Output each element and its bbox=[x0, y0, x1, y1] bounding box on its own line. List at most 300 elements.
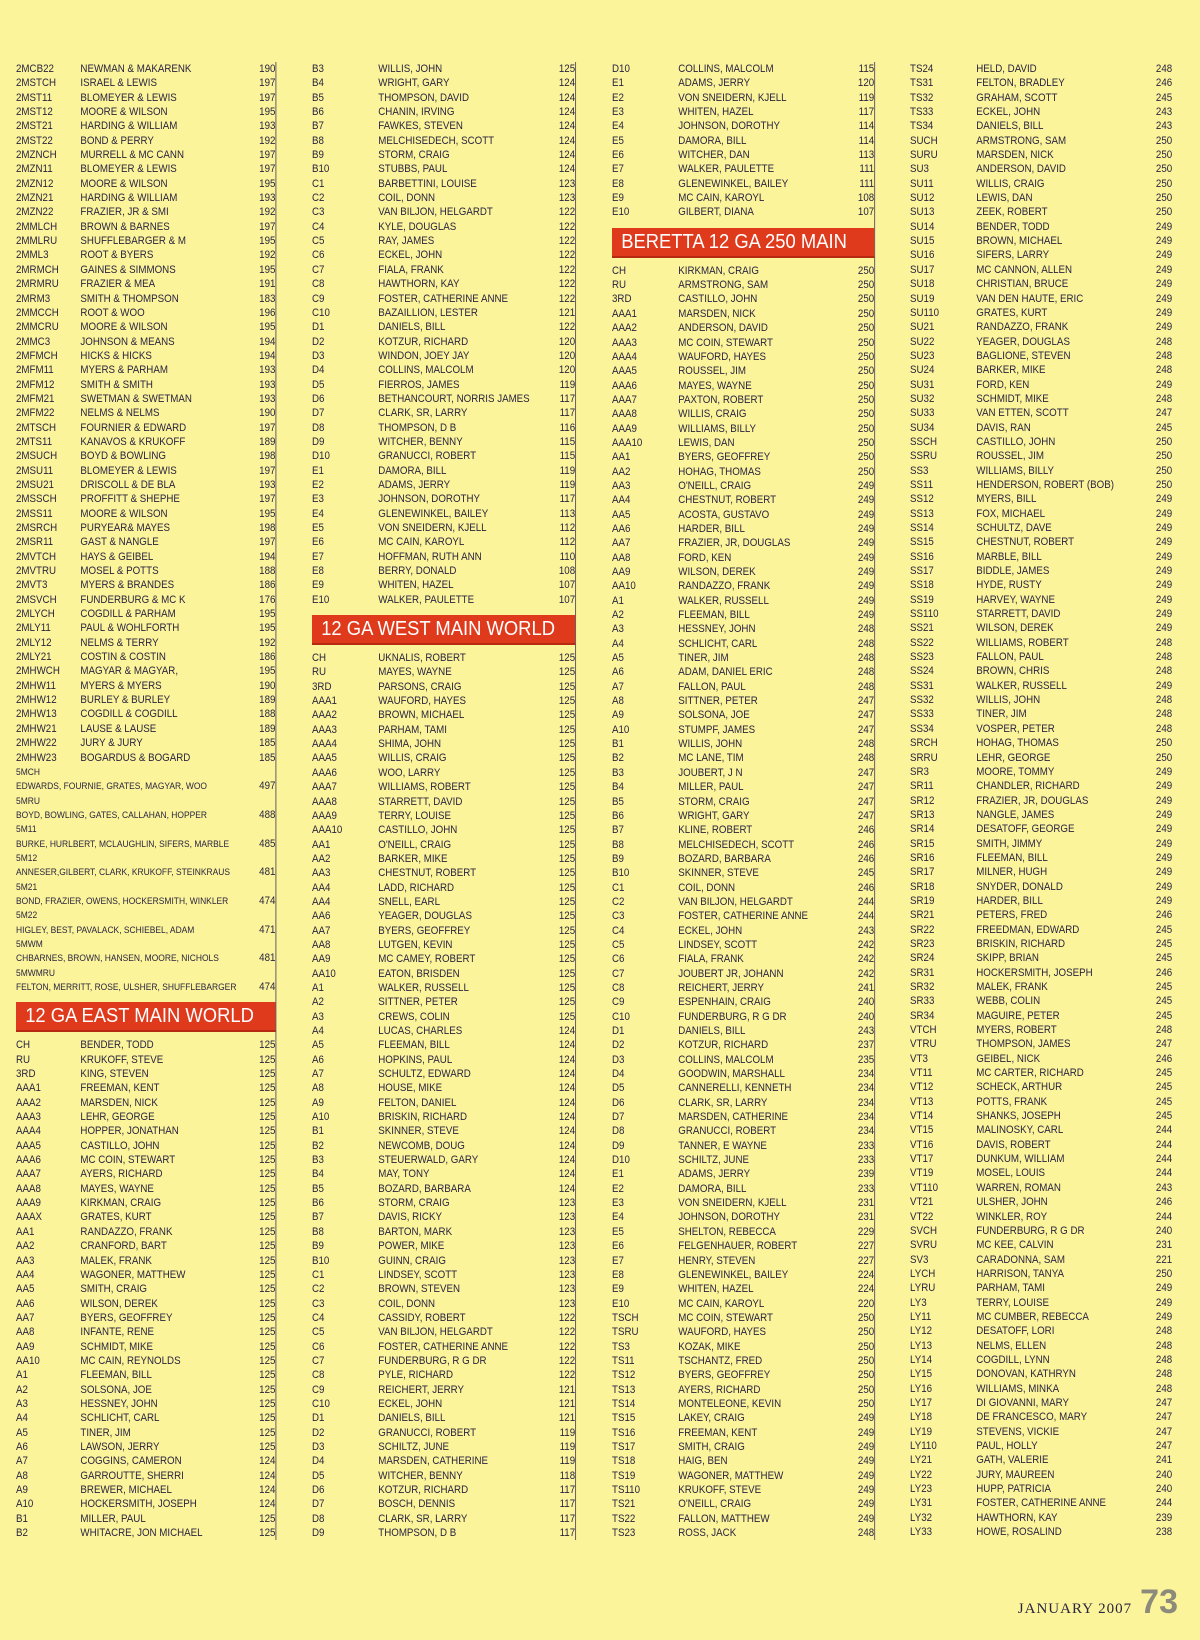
score: 122 bbox=[558, 220, 576, 233]
score: 249 bbox=[857, 594, 875, 607]
class-code: D10 bbox=[612, 63, 630, 75]
score: 249 bbox=[1155, 550, 1173, 563]
shooter-name: DAMORA, BILL bbox=[678, 1182, 747, 1195]
class-code: AA7 bbox=[612, 537, 631, 550]
class-code: 2MHW12 bbox=[16, 694, 57, 707]
result-row bbox=[312, 378, 575, 392]
result-row bbox=[612, 1340, 874, 1354]
result-row bbox=[312, 1325, 575, 1339]
shooter-name: EATON, BRISDEN bbox=[378, 967, 460, 980]
score: 250 bbox=[857, 293, 875, 306]
result-row bbox=[910, 1195, 1172, 1209]
class-code: SS34 bbox=[910, 722, 934, 735]
result-row bbox=[612, 1411, 874, 1425]
score: 195 bbox=[259, 321, 276, 334]
score: 125 bbox=[259, 1068, 276, 1081]
class-code: SR23 bbox=[910, 937, 935, 950]
score: 122 bbox=[558, 1369, 576, 1382]
class-code: A6 bbox=[16, 1440, 28, 1453]
score: 248 bbox=[857, 680, 875, 693]
score: 117 bbox=[559, 1498, 576, 1511]
result-row bbox=[612, 608, 874, 622]
shooter-name: BRISKIN, RICHARD bbox=[976, 937, 1066, 950]
shooter-name: CASTILLO, JOHN bbox=[976, 435, 1056, 448]
result-row bbox=[910, 908, 1172, 922]
shooter-name: KRUKOFF, STEVE bbox=[678, 1484, 762, 1496]
result-row bbox=[612, 119, 874, 133]
class-code: E2 bbox=[612, 1182, 624, 1195]
result-row bbox=[16, 722, 275, 736]
class-code: AA10 bbox=[16, 1354, 40, 1367]
shooter-name: FUNDERBURG, R G DR bbox=[976, 1224, 1085, 1237]
score: 112 bbox=[559, 522, 576, 534]
shooter-name: MARSDEN, NICK bbox=[976, 149, 1054, 162]
class-code: C8 bbox=[312, 1369, 325, 1382]
result-row bbox=[16, 1426, 275, 1440]
page-number: 73 bbox=[1140, 1583, 1178, 1621]
shooter-name: GRANUCCI, ROBERT bbox=[378, 1426, 477, 1439]
shooter-name: TINER, JIM bbox=[678, 652, 729, 665]
score: 249 bbox=[1155, 593, 1173, 606]
score: 125 bbox=[259, 1340, 276, 1353]
score: 247 bbox=[857, 709, 875, 722]
shooter-name: DAVIS, ROBERT bbox=[976, 1138, 1051, 1151]
score: 124 bbox=[558, 77, 576, 90]
result-row bbox=[910, 1109, 1172, 1123]
result-row bbox=[910, 492, 1172, 506]
shooter-name: LAUSE & LAUSE bbox=[80, 722, 157, 735]
shooter-name: ARMSTRONG, SAM bbox=[976, 134, 1067, 147]
shooter-name: MOORE & WILSON bbox=[80, 106, 168, 119]
shooter-name: RANDAZZO, FRANK bbox=[80, 1225, 173, 1238]
shooter-name: WITCHER, DAN bbox=[678, 149, 750, 162]
shooter-name: ADAMS, JERRY bbox=[678, 77, 751, 90]
shooter-name: FLEEMAN, BILL bbox=[378, 1039, 450, 1052]
result-row bbox=[312, 1411, 575, 1425]
shooter-name: SKIPP, BRIAN bbox=[976, 952, 1039, 965]
shooter-name: WHITEN, HAZEL bbox=[678, 106, 754, 119]
result-row bbox=[612, 1512, 874, 1526]
shooter-name: NEWMAN & MAKARENK bbox=[80, 63, 192, 75]
shooter-name: BREWER, MICHAEL bbox=[80, 1484, 172, 1496]
score: 117 bbox=[858, 106, 875, 119]
class-code: AAA5 bbox=[612, 365, 637, 378]
score: 120 bbox=[558, 335, 576, 348]
shooter-name: WALKER, PAULETTE bbox=[678, 163, 775, 176]
shooter-name: BLOMEYER & LEWIS bbox=[80, 91, 177, 104]
class-code: D2 bbox=[312, 1426, 325, 1439]
score: 249 bbox=[1155, 765, 1173, 778]
score: 250 bbox=[857, 1354, 875, 1367]
score: 229 bbox=[857, 1225, 875, 1238]
class-code: E4 bbox=[612, 120, 624, 133]
result-row bbox=[16, 664, 275, 678]
score: 124 bbox=[558, 120, 576, 133]
class-code: AA10 bbox=[312, 967, 336, 980]
score: 233 bbox=[857, 1154, 875, 1167]
class-code: D9 bbox=[612, 1139, 625, 1152]
result-row bbox=[612, 751, 874, 765]
score: 248 bbox=[1155, 349, 1173, 362]
class-code: E9 bbox=[612, 192, 624, 205]
shooter-name: STUBBS, PAUL bbox=[378, 163, 448, 176]
class-code: CH bbox=[16, 1039, 31, 1052]
class-code: 2MMLRU bbox=[16, 235, 58, 248]
score: 247 bbox=[1155, 1411, 1173, 1424]
score: 193 bbox=[259, 392, 276, 405]
class-code: SS14 bbox=[910, 522, 934, 534]
shooter-name: WILLIS, JOHN bbox=[976, 694, 1041, 707]
score: 244 bbox=[1155, 1153, 1173, 1166]
result-row bbox=[612, 924, 874, 938]
class-code: SS18 bbox=[910, 579, 934, 592]
shooter-name: WINKLER, ROY bbox=[976, 1210, 1048, 1223]
class-code: VT110 bbox=[910, 1181, 939, 1194]
shooter-name: ACOSTA, GUSTAVO bbox=[678, 508, 770, 521]
class-code: A9 bbox=[16, 1484, 28, 1496]
class-code: SRCH bbox=[910, 737, 938, 750]
result-row bbox=[612, 622, 874, 636]
result-row bbox=[312, 205, 575, 219]
class-code: B10 bbox=[312, 163, 330, 176]
result-row bbox=[612, 1426, 874, 1440]
result-row bbox=[910, 1296, 1172, 1310]
result-row bbox=[910, 1095, 1172, 1109]
shooter-name: THOMPSON, JAMES bbox=[976, 1038, 1071, 1051]
result-row bbox=[910, 736, 1172, 750]
score: 125 bbox=[558, 981, 576, 994]
score: 124 bbox=[558, 1168, 576, 1181]
shooter-name: MELCHISEDECH, SCOTT bbox=[378, 134, 495, 147]
shooter-name: GRANUCCI, ROBERT bbox=[678, 1125, 777, 1138]
result-row bbox=[16, 292, 275, 306]
class-code: AAA9 bbox=[312, 809, 337, 822]
class-code: SV3 bbox=[910, 1253, 929, 1266]
team-members: BOND, FRAZIER, OWENS, HOCKERSMITH, WINKLER bbox=[16, 895, 229, 906]
shooter-name: HELD, DAVID bbox=[976, 63, 1037, 75]
class-code: AAA8 bbox=[16, 1182, 41, 1195]
result-row bbox=[910, 1339, 1172, 1353]
result-row bbox=[612, 1024, 874, 1038]
result-row bbox=[312, 91, 575, 105]
team-result bbox=[16, 880, 275, 909]
shooter-name: DI GIOVANNI, MARY bbox=[976, 1396, 1070, 1409]
result-row bbox=[910, 1425, 1172, 1439]
shooter-name: NANGLE, JAMES bbox=[976, 808, 1055, 821]
class-code: A7 bbox=[312, 1068, 324, 1081]
result-row bbox=[312, 866, 575, 880]
class-code: C7 bbox=[612, 967, 625, 980]
class-code: A2 bbox=[16, 1383, 28, 1396]
team-result bbox=[16, 765, 275, 794]
score: 117 bbox=[559, 407, 576, 420]
result-row bbox=[16, 707, 275, 721]
shooter-name: SITTNER, PETER bbox=[378, 996, 458, 1009]
class-code: B7 bbox=[312, 1211, 324, 1224]
score: 238 bbox=[1155, 1526, 1173, 1539]
result-row bbox=[312, 134, 575, 148]
score: 249 bbox=[857, 1412, 875, 1425]
score: 249 bbox=[1155, 851, 1173, 864]
score: 113 bbox=[559, 507, 576, 520]
score: 121 bbox=[558, 1383, 576, 1396]
shooter-name: JOHNSON & MEANS bbox=[80, 335, 175, 348]
class-code: E7 bbox=[612, 163, 624, 176]
score: 124 bbox=[558, 1039, 576, 1052]
class-code: C10 bbox=[312, 1397, 330, 1410]
class-code: A2 bbox=[612, 609, 624, 622]
score: 248 bbox=[857, 666, 875, 679]
result-row bbox=[612, 565, 874, 579]
class-code: SU24 bbox=[910, 364, 935, 377]
shooter-name: BLOMEYER & LEWIS bbox=[80, 163, 177, 176]
shooter-name: HOPPER, JONATHAN bbox=[80, 1125, 179, 1138]
class-code: AAA1 bbox=[16, 1082, 41, 1095]
class-code: AA3 bbox=[16, 1254, 35, 1267]
result-row bbox=[612, 1311, 874, 1325]
shooter-name: GATH, VALERIE bbox=[976, 1454, 1049, 1467]
score: 249 bbox=[1155, 507, 1173, 520]
shooter-name: LINDSEY, SCOTT bbox=[678, 938, 758, 951]
class-code: SU34 bbox=[910, 421, 935, 434]
result-row bbox=[910, 449, 1172, 463]
result-row bbox=[16, 1311, 275, 1325]
shooter-name: ECKEL, JOHN bbox=[378, 1397, 443, 1410]
result-row bbox=[612, 1124, 874, 1138]
shooter-name: COLLINS, MALCOLM bbox=[678, 63, 774, 75]
class-code: TS18 bbox=[612, 1455, 636, 1468]
result-row bbox=[612, 780, 874, 794]
result-row bbox=[16, 306, 275, 320]
class-code: SSRU bbox=[910, 450, 938, 463]
result-row bbox=[16, 578, 275, 592]
result-row bbox=[910, 1482, 1172, 1496]
score: 244 bbox=[1155, 1210, 1173, 1223]
score: 247 bbox=[1155, 1038, 1173, 1051]
shooter-name: LUCAS, CHARLES bbox=[378, 1025, 463, 1037]
score: 249 bbox=[1155, 837, 1173, 850]
class-code: TS3 bbox=[612, 1340, 630, 1353]
team-result bbox=[16, 822, 275, 851]
result-row bbox=[910, 320, 1172, 334]
class-code: SR24 bbox=[910, 952, 935, 965]
score: 250 bbox=[857, 322, 875, 335]
result-row bbox=[612, 62, 874, 76]
shooter-name: BROWN, MICHAEL bbox=[378, 709, 465, 722]
class-code: E9 bbox=[612, 1283, 624, 1296]
score: 197 bbox=[259, 536, 276, 549]
score: 124 bbox=[558, 1125, 576, 1138]
score: 125 bbox=[259, 1225, 276, 1238]
shooter-name: FREEMAN, KENT bbox=[678, 1426, 758, 1439]
result-row bbox=[612, 708, 874, 722]
result-row bbox=[612, 134, 874, 148]
result-row bbox=[16, 62, 275, 76]
result-row bbox=[612, 422, 874, 436]
result-row bbox=[910, 1080, 1172, 1094]
class-code: LY18 bbox=[910, 1411, 933, 1424]
score: 197 bbox=[259, 220, 276, 233]
result-row bbox=[612, 594, 874, 608]
result-row bbox=[312, 392, 575, 406]
score: 125 bbox=[259, 1125, 276, 1138]
class-code: 2MLY11 bbox=[16, 622, 51, 635]
score: 250 bbox=[857, 408, 875, 421]
class-code: SS31 bbox=[910, 679, 934, 692]
result-row bbox=[612, 551, 874, 565]
result-row bbox=[16, 1139, 275, 1153]
result-row bbox=[612, 191, 874, 205]
score: 245 bbox=[1155, 1081, 1173, 1094]
shooter-name: FAWKES, STEVEN bbox=[378, 120, 463, 133]
shooter-name: BURLEY & BURLEY bbox=[80, 694, 171, 707]
class-code: D9 bbox=[312, 435, 325, 448]
score: 246 bbox=[857, 852, 875, 865]
class-code: AA5 bbox=[612, 508, 631, 521]
class-code: E2 bbox=[612, 91, 624, 104]
shooter-name: STARRETT, DAVID bbox=[976, 608, 1061, 621]
team-class-code: 5M12 bbox=[16, 852, 38, 863]
score: 249 bbox=[857, 537, 875, 550]
shooter-name: CREWS, COLIN bbox=[378, 1010, 450, 1023]
shooter-name: BOZARD, BARBARA bbox=[378, 1182, 471, 1195]
shooter-name: HOCKERSMITH, JOSEPH bbox=[976, 966, 1093, 979]
score: 125 bbox=[259, 1211, 276, 1224]
class-code: SU16 bbox=[910, 249, 935, 262]
class-code: C3 bbox=[612, 910, 625, 923]
score: 192 bbox=[259, 134, 276, 147]
class-code: SU31 bbox=[910, 378, 935, 391]
class-code: A6 bbox=[612, 666, 624, 679]
shooter-name: MARSDEN, NICK bbox=[80, 1096, 158, 1109]
class-code: A4 bbox=[612, 637, 624, 650]
class-code: 2MHW21 bbox=[16, 722, 57, 735]
score: 192 bbox=[259, 249, 276, 262]
score: 249 bbox=[1155, 1310, 1173, 1323]
shooter-name: DRISCOLL & DE BLA bbox=[80, 478, 176, 491]
shooter-name: MOSEL, LOUIS bbox=[976, 1167, 1046, 1180]
score: 248 bbox=[1155, 1024, 1173, 1037]
result-row bbox=[16, 693, 275, 707]
class-code: SU18 bbox=[910, 278, 935, 291]
shooter-name: BIDDLE, JAMES bbox=[976, 565, 1050, 578]
class-code: C5 bbox=[612, 938, 625, 951]
shooter-name: HAWTHORN, KAY bbox=[378, 278, 460, 291]
shooter-name: STARRETT, DAVID bbox=[378, 795, 463, 808]
score: 193 bbox=[259, 364, 276, 377]
class-code: 2MHWCH bbox=[16, 665, 60, 678]
result-row bbox=[16, 1067, 275, 1081]
result-row bbox=[16, 1268, 275, 1282]
class-code: LY32 bbox=[910, 1511, 933, 1524]
class-code: D10 bbox=[312, 450, 330, 463]
class-code: B3 bbox=[612, 766, 624, 779]
result-row bbox=[312, 766, 575, 780]
class-code: AAA8 bbox=[612, 408, 637, 421]
score: 125 bbox=[259, 1283, 276, 1296]
result-row bbox=[612, 479, 874, 493]
class-code: E10 bbox=[612, 1297, 630, 1310]
shooter-name: SMITH, CRAIG bbox=[80, 1283, 148, 1296]
class-code: SR12 bbox=[910, 794, 935, 807]
shooter-name: VOSPER, PETER bbox=[976, 722, 1055, 735]
team-class-code: 5M11 bbox=[16, 824, 37, 835]
shooter-name: FOSTER, CATHERINE ANNE bbox=[378, 292, 509, 305]
class-code: A9 bbox=[312, 1096, 324, 1109]
class-code: A5 bbox=[16, 1426, 28, 1439]
score: 231 bbox=[857, 1211, 875, 1224]
result-row bbox=[910, 263, 1172, 277]
shooter-name: FALLON, PAUL bbox=[678, 680, 746, 693]
class-code: AAA4 bbox=[612, 350, 637, 363]
result-row bbox=[910, 435, 1172, 449]
shooter-name: WILLIS, CRAIG bbox=[378, 752, 447, 765]
class-code: AAA6 bbox=[612, 379, 637, 392]
result-row bbox=[612, 1096, 874, 1110]
result-row bbox=[612, 967, 874, 981]
class-code: TSRU bbox=[612, 1326, 639, 1339]
class-code: VT13 bbox=[910, 1095, 934, 1108]
score: 123 bbox=[558, 1197, 576, 1210]
score: 125 bbox=[558, 652, 576, 665]
class-code: C10 bbox=[612, 1010, 630, 1023]
shooter-name: MAY, TONY bbox=[378, 1168, 430, 1181]
score: 125 bbox=[558, 781, 576, 794]
class-code: D8 bbox=[312, 1512, 325, 1525]
class-code: SR31 bbox=[910, 966, 935, 979]
team-class-code: 5MWMRU bbox=[16, 967, 55, 978]
result-row bbox=[312, 1397, 575, 1411]
shooter-name: HAIG, BEN bbox=[678, 1455, 728, 1468]
shooter-name: HOPKINS, PAUL bbox=[378, 1053, 453, 1066]
class-code: AA7 bbox=[16, 1311, 35, 1324]
score: 114 bbox=[858, 134, 875, 147]
result-row bbox=[312, 708, 575, 722]
result-row bbox=[612, 938, 874, 952]
score: 233 bbox=[857, 1139, 875, 1152]
shooter-name: WILLIAMS, MINKA bbox=[976, 1382, 1060, 1395]
team-members: ANNESER,GILBERT, CLARK, KRUKOFF, STEINKRAUS bbox=[16, 867, 231, 878]
shooter-name: WITCHER, BENNY bbox=[378, 1469, 463, 1482]
class-code: 2MSSCH bbox=[16, 493, 57, 506]
result-row bbox=[312, 492, 575, 506]
result-row bbox=[312, 852, 575, 866]
score: 247 bbox=[857, 766, 875, 779]
result-row bbox=[312, 1311, 575, 1325]
score: 195 bbox=[259, 235, 276, 248]
score: 195 bbox=[259, 608, 276, 621]
score: 250 bbox=[1155, 450, 1173, 463]
result-row bbox=[16, 650, 275, 664]
result-row bbox=[910, 234, 1172, 248]
result-row bbox=[612, 838, 874, 852]
shooter-name: HAWTHORN, KAY bbox=[976, 1511, 1058, 1524]
score: 125 bbox=[259, 1182, 276, 1195]
class-code: 2MSU21 bbox=[16, 478, 54, 491]
shooter-name: HOHAG, THOMAS bbox=[976, 737, 1059, 750]
shooter-name: STUMPF, JAMES bbox=[678, 723, 756, 736]
class-code: A6 bbox=[312, 1053, 324, 1066]
shooter-name: MC COIN, STEWART bbox=[80, 1154, 176, 1167]
shooter-name: DANIELS, BILL bbox=[976, 120, 1044, 133]
result-row bbox=[612, 766, 874, 780]
shooter-name: KING, STEVEN bbox=[80, 1068, 149, 1081]
class-code: SU110 bbox=[910, 306, 940, 319]
class-code: AAA5 bbox=[16, 1139, 41, 1152]
score: 119 bbox=[559, 1426, 576, 1439]
class-code: SS24 bbox=[910, 665, 934, 678]
shooter-name: VON SNEIDERN, KJELL bbox=[378, 522, 487, 534]
